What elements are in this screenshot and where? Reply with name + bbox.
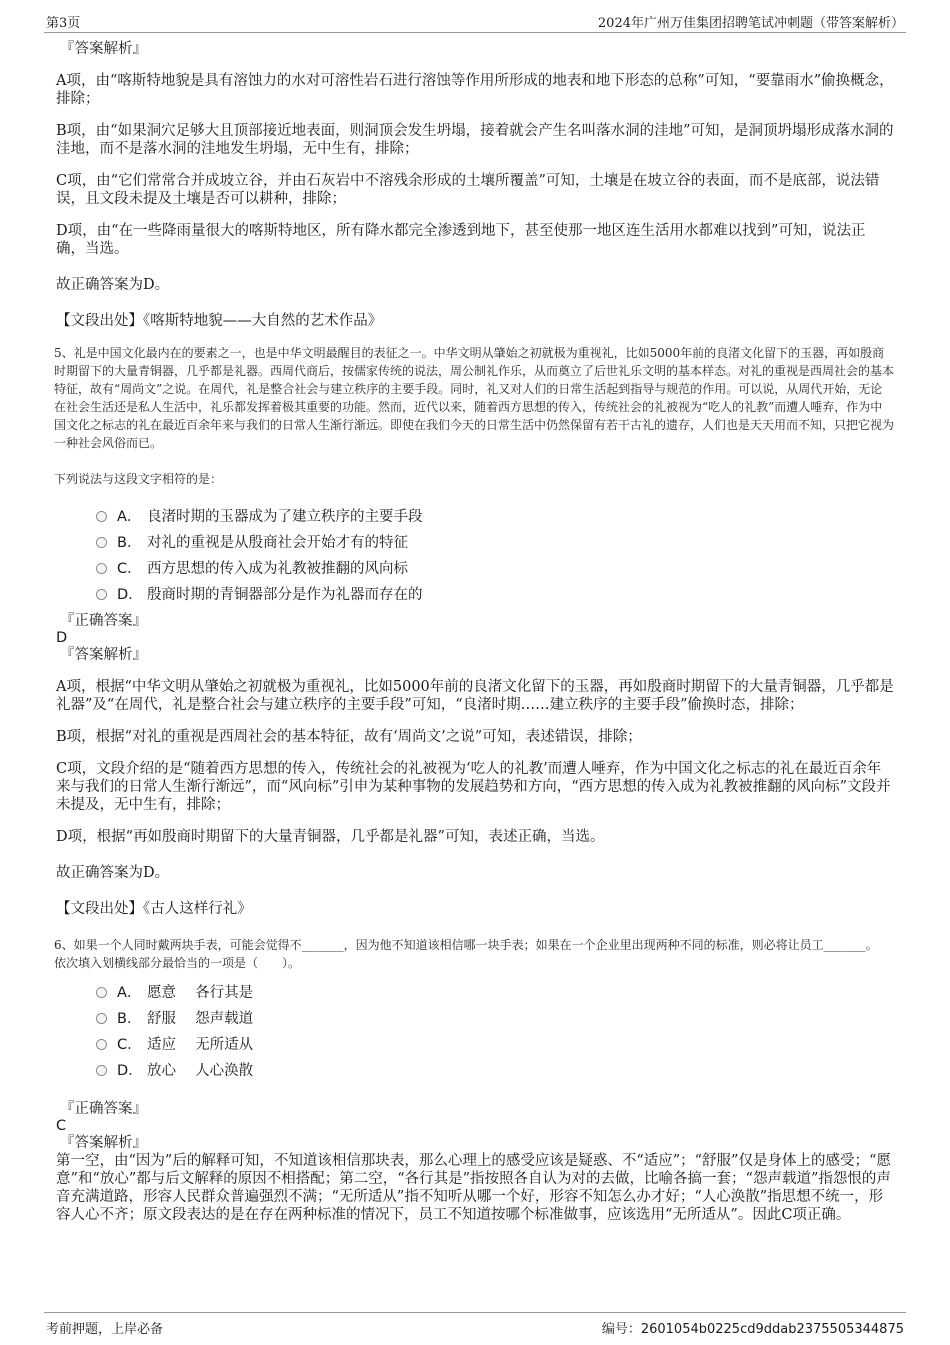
radio-icon[interactable] — [96, 563, 107, 574]
document-code: 编号：2601054b0225cd9ddab2375505344875 — [601, 1322, 904, 1337]
q6-options — [96, 978, 894, 1082]
q6-analysis-label: 『答案解析』 — [60, 1135, 147, 1151]
q5-stem: 5、礼是中国文化最内在的要素之一，也是中华文明最醒目的表征之一。中华文明从肇始之初就极为重视礼，比如5000年前的良渚文化留下的玉器，再如殷商时期留下的大量青铜器，几乎都是礼器。西周代商后，按儒家传统的说法，周公制礼作乐，从而奠立了后世礼乐文明的基本样态。对礼的重视是西周社会的基本特征，故有“周尚文”之说。在周代，礼是整合社会与建立秩序的主要手段。同时，礼又对人们的日常生活起到指导与规范的作用。可以说，从周代开始，无论在社会生活还是私人生活中，礼乐都发挥着极其重要的功能。然而，近代以来，随着西方思想的传入，传统社会的礼被视为“吃人的礼教”而遭人唾弃，作为中国文化之标志的礼在最近百余年来与我们的日常人生渐行渐远。即使在我们今天的日常生活中仍然保留有若干古礼的遗存，人们也是天天用而不知，只把它视为一种社会风俗而已。 — [54, 346, 895, 450]
page-header — [44, 0, 906, 33]
q6-option-c[interactable]: C． 适应 无所适从 — [96, 1030, 894, 1056]
radio-icon[interactable] — [96, 537, 107, 548]
q5-question: 下列说法与这段文字相符的是： — [54, 472, 223, 486]
q4-analysis-c: C项，由“它们常常合并成坡立谷，并由石灰岩中不溶残余形成的土壤所覆盖”可知，土壤是在坡立谷的表面，而不是底部，说法错误，且文段未提及土壤是否可以耕种，排除； — [56, 173, 880, 207]
radio-icon[interactable] — [96, 1065, 107, 1076]
q6-stem: 6、如果一个人同时戴两块手表，可能会觉得不_______，因为他不知道该相信哪一块手表；如果在一个企业里出现两种不同的标准，则必将让员工_______。 — [54, 938, 878, 952]
q5-option-d[interactable]: D． 殷商时期的青铜器部分是作为礼器而存在的 — [96, 580, 894, 606]
radio-icon[interactable] — [96, 1039, 107, 1050]
document-title: 2024年广州万佳集团招聘笔试冲刺题（带答案解析） — [597, 16, 904, 31]
q5-option-b[interactable]: B． 对礼的重视是从殷商社会开始才有的特征 — [96, 528, 894, 554]
q4-conclusion: 故正确答案为D。 — [56, 277, 170, 293]
q4-analysis-label: 『答案解析』 — [60, 41, 147, 57]
radio-icon[interactable] — [96, 987, 107, 998]
q6-option-b[interactable]: B． 舒服 怨声载道 — [96, 1004, 894, 1030]
q5-source: 【文段出处】《古人这样行礼》 — [56, 901, 252, 917]
q4-analysis-a: A项，由“喀斯特地貌是具有溶蚀力的水对可溶性岩石进行溶蚀等作用所形成的地表和地下形态的总称”可知，“要靠雨水”偷换概念，排除； — [56, 73, 894, 107]
page-content — [56, 40, 894, 1224]
q5-conclusion: 故正确答案为D。 — [56, 865, 170, 881]
radio-icon[interactable] — [96, 589, 107, 600]
footer-slogan: 考前押题，上岸必备 — [46, 1322, 164, 1337]
q6-analysis: 第一空，由“因为”后的解释可知，不知道该相信那块表，那么心理上的感受应该是疑惑、不“适应”；“舒服”仅是身体上的感受；“愿意”和“放心”都与后文解释的原因不相搭配；第二空，“各行其是”指按照各自认为对的去做，比喻各搞一套；“怨声载道”指怨恨的声音充满道路，形容人民群众普遍强烈不满；“无所适从”指不知听从哪一个好，形容不知怎么办才好；“人心涣散”指思想不统一，形容人心不齐；原文段表达的是在存在两种标准的情况下，员工不知道按哪个标准做事，应该选用“无所适从”。因此C项正确。 — [56, 1153, 891, 1223]
q4-analysis-b: B项，由“如果洞穴足够大且顶部接近地表面，则洞顶会发生坍塌，接着就会产生名叫落水洞的洼地”可知，是洞顶坍塌形成落水洞的洼地，而不是落水洞的洼地发生坍塌，无中生有，排除； — [56, 123, 894, 157]
q5-option-c[interactable]: C． 西方思想的传入成为礼教被推翻的风向标 — [96, 554, 894, 580]
radio-icon[interactable] — [96, 1013, 107, 1024]
q6-correct-answer: C — [56, 1118, 67, 1134]
q5-analysis-d: D项，根据“再如殷商时期留下的大量青铜器，几乎都是礼器”可知，表述正确，当选。 — [56, 829, 605, 845]
q5-analysis-label: 『答案解析』 — [60, 647, 147, 663]
q6-correct-label: 『正确答案』 — [60, 1101, 147, 1117]
q5-correct-label: 『正确答案』 — [60, 613, 147, 629]
q6-option-d[interactable]: D． 放心 人心涣散 — [96, 1056, 894, 1082]
q5-analysis-b: B项，根据“对礼的重视是西周社会的基本特征，故有‘周尚文’之说”可知，表述错误，排除； — [56, 729, 642, 745]
q6-question: 依次填入划横线部分最恰当的一项是（ ）。 — [54, 956, 301, 970]
page-number: 第3页 — [46, 16, 81, 31]
q4-source: 【文段出处】《喀斯特地貌——大自然的艺术作品》 — [56, 313, 383, 329]
q5-analysis-a: A项，根据“中华文明从肇始之初就极为重视礼，比如5000年前的良渚文化留下的玉器，再如殷商时期留下的大量青铜器，几乎都是礼器”及“在周代，礼是整合社会与建立秩序的主要手段”可知，“良渚时期……建立秩序的主要手段”偷换时态，排除； — [56, 679, 894, 713]
q5-option-a[interactable]: A． 良渚时期的玉器成为了建立秩序的主要手段 — [96, 502, 894, 528]
q5-correct-answer: D — [56, 630, 68, 646]
q5-analysis-c: C项，文段介绍的是“随着西方思想的传入，传统社会的礼被视为‘吃人的礼教’而遭人唾弃，作为中国文化之标志的礼在最近百余年来与我们的日常人生渐行渐远”，而“风向标”引申为某种事物的发展趋势和方向，“西方思想的传入成为礼教被推翻的风向标”文段并未提及，无中生有，排除； — [56, 761, 891, 813]
q6-option-a[interactable]: A． 愿意 各行其是 — [96, 978, 894, 1004]
q5-options — [96, 502, 894, 606]
radio-icon[interactable] — [96, 511, 107, 522]
page-footer — [44, 1312, 906, 1337]
q4-analysis-d: D项，由“在一些降雨量很大的喀斯特地区，所有降水都完全渗透到地下，甚至使那一地区连生活用水都难以找到”可知，说法正确，当选。 — [56, 223, 866, 257]
